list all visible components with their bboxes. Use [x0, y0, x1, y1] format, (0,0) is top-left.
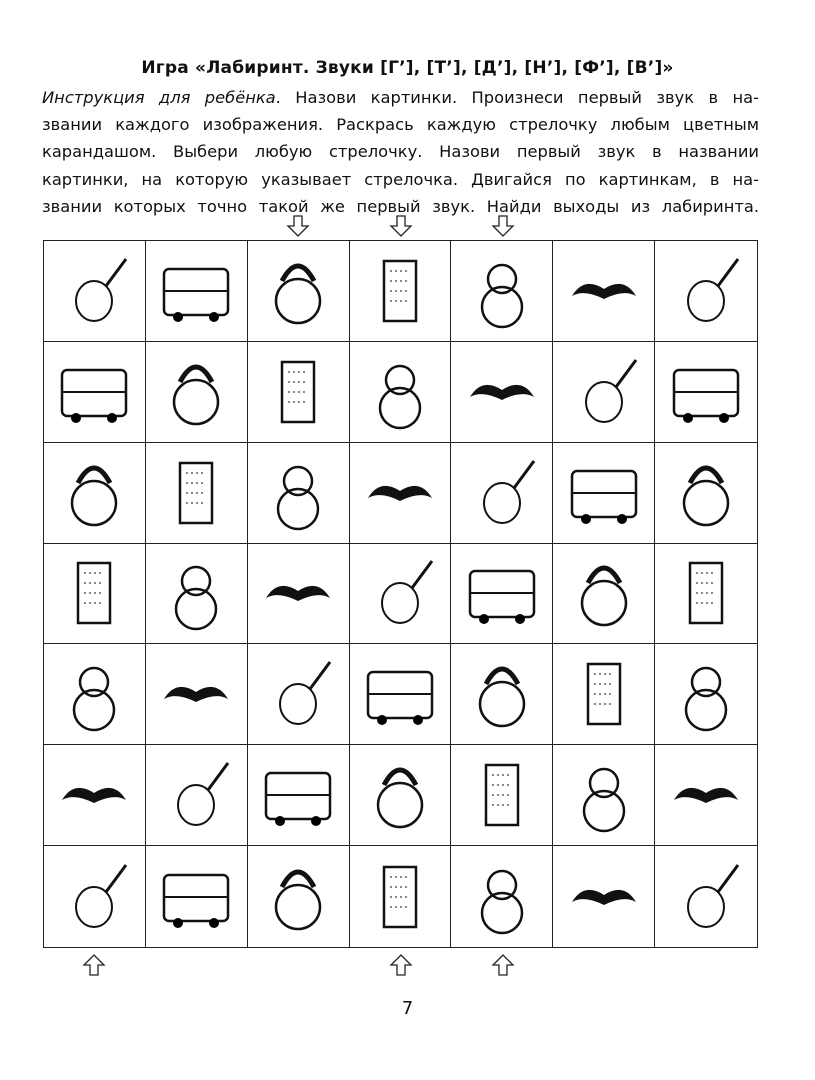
grapes-icon	[564, 654, 644, 734]
phone-icon	[360, 553, 440, 633]
scales-icon	[360, 654, 440, 734]
maze-cell-hyena	[44, 342, 146, 443]
maze-cell-tiger	[451, 544, 553, 645]
maze-cell-cheetah	[248, 342, 350, 443]
orange-icon	[564, 857, 644, 937]
watermelon-icon	[258, 654, 338, 734]
maze-cell-cloud	[553, 342, 655, 443]
instruction-line: звании которых точно такой же первый звук. Найди выходы из лабиринта.	[42, 196, 759, 216]
maze-cell-twig	[350, 745, 452, 846]
bus-icon	[156, 251, 236, 331]
maze-cell-phone	[350, 544, 452, 645]
maze-cell-violets	[451, 846, 553, 947]
instruction-line: . Назови картинки. Произнеси первый звук в на-	[275, 88, 759, 107]
island-icon	[258, 453, 338, 533]
telescope-icon	[360, 352, 440, 432]
grater-icon	[360, 251, 440, 331]
needle-icon	[156, 453, 236, 533]
instruction-line: картинки, на которую указывает стрелочка. Двигайся по картинкам, в на-	[42, 169, 759, 189]
book-icon	[360, 453, 440, 533]
wagon-icon	[666, 553, 746, 633]
maze-cell-dates	[248, 846, 350, 947]
fairy-icon	[666, 755, 746, 835]
houseplant-icon	[564, 755, 644, 835]
maze-cell-fairy	[655, 745, 757, 846]
maze-cell-angel	[248, 745, 350, 846]
guitar-icon	[54, 251, 134, 331]
tree-icon	[54, 553, 134, 633]
fishbowl-icon	[54, 654, 134, 734]
maze-cell-bus	[146, 241, 248, 342]
maze-cell-owl	[655, 846, 757, 947]
flower-branch-icon	[564, 453, 644, 533]
girl-icon	[156, 654, 236, 734]
arrow-up-icon	[389, 953, 413, 977]
maze-cell-seal	[553, 544, 655, 645]
tiger-icon	[462, 553, 542, 633]
chief-headdress-icon	[54, 453, 134, 533]
instruction-text	[42, 84, 759, 220]
violets-icon	[462, 857, 542, 937]
maze-cell-dolphin	[146, 745, 248, 846]
maze-cell-girl	[146, 644, 248, 745]
angel-icon	[258, 755, 338, 835]
arrow-down-icon	[286, 214, 310, 238]
dates-icon	[258, 857, 338, 937]
maze-cell-bucket	[655, 644, 757, 745]
princess-icon	[462, 453, 542, 533]
sofa-icon	[54, 857, 134, 937]
maze-cell-chief-headdress	[44, 443, 146, 544]
maze-cell-tree	[44, 544, 146, 645]
arrow-down-icon	[491, 214, 515, 238]
hair-dryer-icon	[462, 755, 542, 835]
maze-cell-book	[350, 443, 452, 544]
maze-cell-iron	[248, 544, 350, 645]
arrow-down-icon	[389, 214, 413, 238]
instruction-lead: Инструкция для ребёнка	[42, 88, 276, 107]
maze-cell-grapes	[553, 644, 655, 745]
page-title: Игра «Лабиринт. Звуки [Г’], [Т’], [Д’], [Н’], [Ф’], [В’]»	[141, 58, 674, 78]
maze-cell-dinosaur	[146, 544, 248, 645]
owl-icon	[666, 857, 746, 937]
maze-cell-wagon	[655, 544, 757, 645]
maze-cell-oil-derrick	[451, 342, 553, 443]
maze-cell-mustache	[553, 241, 655, 342]
maze-cell-telescope	[350, 342, 452, 443]
dinosaur-icon	[156, 553, 236, 633]
maze-cell-sofa	[44, 846, 146, 947]
maze-cell-needle	[655, 241, 757, 342]
kettlebell-icon	[258, 251, 338, 331]
snail-icon	[666, 352, 746, 432]
helicopter-icon	[360, 857, 440, 937]
instruction-line: звании каждого изображения. Раскрась каждую стрелочку любым цветным	[42, 115, 759, 135]
maze-cell-needle	[146, 443, 248, 544]
maze-cell-hair-dryer	[451, 745, 553, 846]
fork-icon	[462, 654, 542, 734]
maze-cell-guitar	[44, 241, 146, 342]
maze-cell-scales	[350, 644, 452, 745]
maze-cell-roly-poly-doll	[451, 241, 553, 342]
maze-cell-houseplant	[553, 745, 655, 846]
maze-cell-orange	[553, 846, 655, 947]
maze-cell-thread-spool	[655, 443, 757, 544]
needle-icon	[666, 251, 746, 331]
dahlia-icon	[156, 352, 236, 432]
roly-poly-doll-icon	[462, 251, 542, 331]
maze-grid	[43, 240, 758, 948]
stork-icon	[156, 857, 236, 937]
maze-cell-dahlia	[146, 342, 248, 443]
bucket-icon	[666, 654, 746, 734]
maze-cell-fishbowl	[44, 644, 146, 745]
maze-cell-airship	[44, 745, 146, 846]
maze-cell-stork	[146, 846, 248, 947]
twig-icon	[360, 755, 440, 835]
maze-cell-flower-branch	[553, 443, 655, 544]
maze-cell-fork	[451, 644, 553, 745]
arrow-up-icon	[491, 953, 515, 977]
maze-cell-kettlebell	[248, 241, 350, 342]
thread-spool-icon	[666, 453, 746, 533]
maze-cell-princess	[451, 443, 553, 544]
cloud-icon	[564, 352, 644, 432]
maze-cell-island	[248, 443, 350, 544]
airship-icon	[54, 755, 134, 835]
maze-cell-watermelon	[248, 644, 350, 745]
cheetah-icon	[258, 352, 338, 432]
seal-icon	[564, 553, 644, 633]
maze-cell-snail	[655, 342, 757, 443]
arrow-up-icon	[82, 953, 106, 977]
mustache-icon	[564, 251, 644, 331]
iron-icon	[258, 553, 338, 633]
hyena-icon	[54, 352, 134, 432]
maze-cell-grater	[350, 241, 452, 342]
dolphin-icon	[156, 755, 236, 835]
oil-derrick-icon	[462, 352, 542, 432]
page-number: 7	[401, 998, 414, 1019]
instruction-line: карандашом. Выбери любую стрелочку. Назови первый звук в названии	[42, 142, 759, 162]
maze-cell-helicopter	[350, 846, 452, 947]
